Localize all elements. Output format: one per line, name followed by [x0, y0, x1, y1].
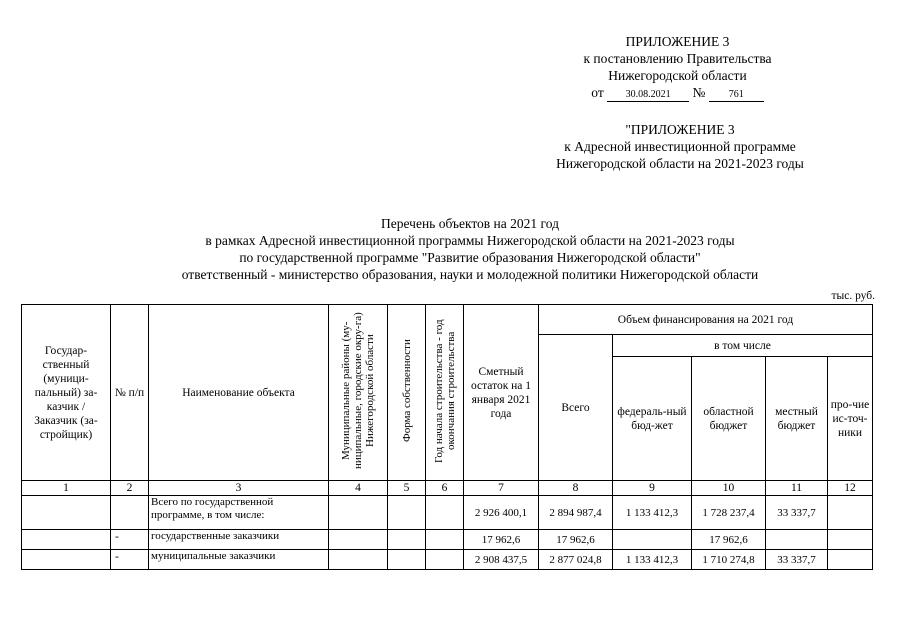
header-years-text: Год начала строительства - год окончания строительства: [432, 318, 457, 463]
header-total: Всего: [539, 335, 613, 481]
col-num: 6: [426, 481, 464, 496]
cell-customer: [22, 550, 111, 570]
appendix-header: [555, 33, 800, 102]
header-object-name: Наименование объекта: [149, 305, 329, 481]
cell-num: -: [111, 550, 149, 570]
col-num: 7: [464, 481, 539, 496]
cell-estimate: 17 962,6: [464, 530, 539, 550]
program-appendix-header: [520, 121, 840, 172]
cell-regional: 1 710 274,8: [692, 550, 766, 570]
date-number-line: [555, 84, 800, 102]
document-title: [120, 215, 820, 283]
number-sign: №: [692, 85, 706, 100]
table-row: [22, 550, 873, 570]
cell-federal: 1 133 412,3: [613, 496, 692, 530]
resolution-number: 761: [709, 89, 764, 102]
cell-name: муниципальные заказчики: [149, 550, 329, 570]
program-appendix-title: "ПРИЛОЖЕНИЕ 3: [625, 122, 735, 137]
cell-ownership: [388, 496, 426, 530]
title-line1: Перечень объектов на 2021 год: [381, 216, 559, 231]
cell-ownership: [388, 530, 426, 550]
header-ownership: [388, 305, 426, 481]
program-appendix-line2: к Адресной инвестиционной программе: [564, 139, 796, 154]
resolution-line: к постановлению Правительства: [583, 51, 772, 66]
cell-other: [828, 530, 873, 550]
header-customer: Государ-ственный (муници-пальный) за-казчик / Заказчик (за-стройщик): [22, 305, 111, 481]
title-line3: по государственной программе "Развитие образования Нижегородской области": [239, 250, 701, 265]
header-municipality: [329, 305, 388, 481]
cell-years: [426, 530, 464, 550]
col-num: 8: [539, 481, 613, 496]
cell-estimate: 2 908 437,5: [464, 550, 539, 570]
col-num: 9: [613, 481, 692, 496]
header-other: про-чие ис-точ-ники: [828, 357, 873, 481]
from-label: от: [591, 85, 604, 100]
header-funding-group: Объем финансирования на 2021 год: [539, 305, 873, 335]
header-municipality-text: Муниципальные районы (му-ниципальные, городские окру-га) Нижегородской области: [340, 312, 376, 469]
cell-customer: [22, 496, 111, 530]
cell-name: государственные заказчики: [149, 530, 329, 550]
cell-regional: 1 728 237,4: [692, 496, 766, 530]
resolution-date: 30.08.2021: [607, 89, 689, 102]
objects-table: [21, 304, 873, 570]
col-num: 3: [149, 481, 329, 496]
header-local: местный бюджет: [766, 357, 828, 481]
header-years: [426, 305, 464, 481]
cell-federal: [613, 530, 692, 550]
col-num: 11: [766, 481, 828, 496]
cell-total: 17 962,6: [539, 530, 613, 550]
col-num: 4: [329, 481, 388, 496]
cell-other: [828, 496, 873, 530]
cell-municipality: [329, 550, 388, 570]
cell-local: 33 337,7: [766, 550, 828, 570]
col-num: 12: [828, 481, 873, 496]
cell-years: [426, 496, 464, 530]
cell-regional: 17 962,6: [692, 530, 766, 550]
cell-name: Всего по государственной программе, в том числе:: [149, 496, 329, 530]
column-number-row: [22, 481, 873, 496]
program-appendix-line3: Нижегородской области на 2021-2023 годы: [556, 156, 804, 171]
header-ownership-text: Форма собственности: [400, 339, 413, 442]
cell-num: [111, 496, 149, 530]
header-regional: областной бюджет: [692, 357, 766, 481]
header-estimate: Сметный остаток на 1 января 2021 года: [464, 305, 539, 481]
header-federal: федераль-ный бюд-жет: [613, 357, 692, 481]
units-label: тыс. руб.: [831, 290, 875, 302]
cell-municipality: [329, 530, 388, 550]
appendix-title: ПРИЛОЖЕНИЕ 3: [625, 34, 730, 49]
header-number: № п/п: [111, 305, 149, 481]
col-num: 10: [692, 481, 766, 496]
title-line2: в рамках Адресной инвестиционной программы Нижегородской области на 2021-2023 годы: [205, 233, 735, 248]
region-line: Нижегородской области: [608, 68, 747, 83]
cell-other: [828, 550, 873, 570]
table-row: [22, 496, 873, 530]
cell-federal: 1 133 412,3: [613, 550, 692, 570]
cell-customer: [22, 530, 111, 550]
cell-ownership: [388, 550, 426, 570]
cell-years: [426, 550, 464, 570]
cell-total: 2 894 987,4: [539, 496, 613, 530]
col-num: 1: [22, 481, 111, 496]
col-num: 2: [111, 481, 149, 496]
cell-estimate: 2 926 400,1: [464, 496, 539, 530]
cell-total: 2 877 024,8: [539, 550, 613, 570]
cell-local: 33 337,7: [766, 496, 828, 530]
cell-num: -: [111, 530, 149, 550]
col-num: 5: [388, 481, 426, 496]
table-row: [22, 530, 873, 550]
cell-local: [766, 530, 828, 550]
header-including: в том числе: [613, 335, 873, 357]
cell-municipality: [329, 496, 388, 530]
title-line4: ответственный - министерство образования, науки и молодежной политики Нижегородской области: [181, 267, 759, 282]
